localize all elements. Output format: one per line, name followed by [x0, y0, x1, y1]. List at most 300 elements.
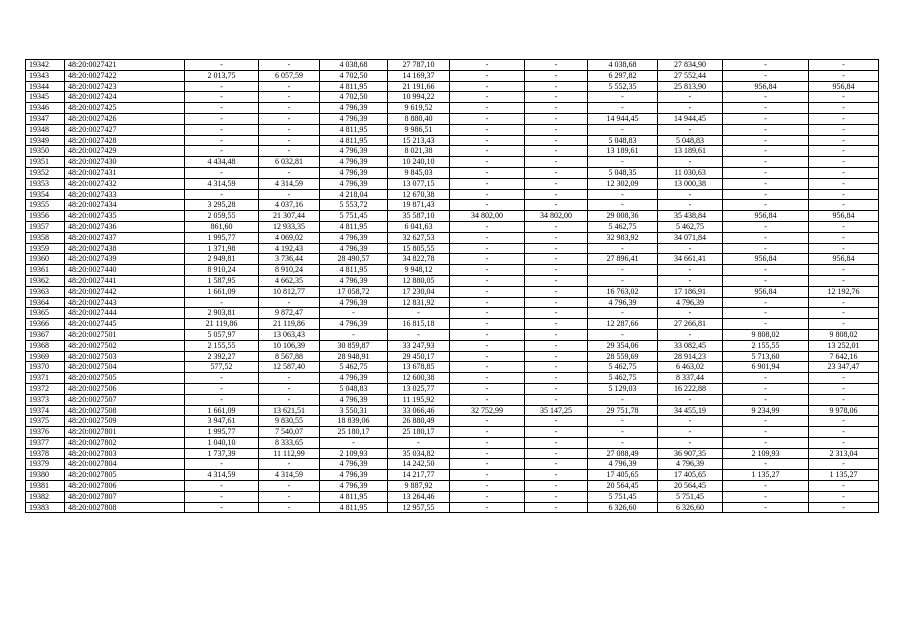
value-cell-7: -	[588, 243, 658, 254]
value-cell-3: 4 811,95	[320, 81, 388, 92]
value-cell-1: 4 434,48	[185, 157, 259, 168]
value-cell-5: -	[450, 135, 525, 146]
table-row	[26, 189, 879, 200]
value-cell-9: -	[723, 416, 809, 427]
value-cell-7: -	[588, 427, 658, 438]
value-cell-7: 16 763,02	[588, 286, 658, 297]
value-cell-1: 1 587,95	[185, 275, 259, 286]
row-number-cell: 19358	[26, 232, 65, 243]
value-cell-2: 4 037,16	[259, 200, 320, 211]
value-cell-8: 25 813,90	[658, 81, 723, 92]
value-cell-3: 4 811,95	[320, 265, 388, 276]
value-cell-5: -	[450, 308, 525, 319]
value-cell-5: -	[450, 362, 525, 373]
value-cell-8: -	[658, 265, 723, 276]
value-cell-7: 5 048,83	[588, 135, 658, 146]
value-cell-3: 4 796,39	[320, 157, 388, 168]
value-cell-3: 4 796,39	[320, 459, 388, 470]
value-cell-1: 1 661,09	[185, 405, 259, 416]
cadastral-number-cell: 48:20:0027435	[65, 211, 185, 222]
value-cell-5: -	[450, 448, 525, 459]
table-row	[26, 394, 879, 405]
cadastral-number-cell: 48:20:0027807	[65, 491, 185, 502]
value-cell-6: -	[525, 189, 588, 200]
table-row	[26, 211, 879, 222]
value-cell-5: -	[450, 178, 525, 189]
value-cell-9: -	[723, 70, 809, 81]
value-cell-9: 5 713,60	[723, 351, 809, 362]
value-cell-7: -	[588, 394, 658, 405]
value-cell-10: -	[809, 135, 879, 146]
value-cell-3: 5 751,45	[320, 211, 388, 222]
value-cell-2: -	[259, 481, 320, 492]
value-cell-5: -	[450, 232, 525, 243]
value-cell-2: 10 106,39	[259, 340, 320, 351]
value-cell-4: 26 880,49	[388, 416, 450, 427]
value-cell-10: 9 808,02	[809, 329, 879, 340]
value-cell-1: -	[185, 502, 259, 513]
table-row	[26, 437, 879, 448]
value-cell-6: -	[525, 351, 588, 362]
value-cell-1: -	[185, 383, 259, 394]
row-number-cell: 19347	[26, 113, 65, 124]
value-cell-3: 4 811,95	[320, 135, 388, 146]
value-cell-1: 1 995,77	[185, 232, 259, 243]
value-cell-9: -	[723, 157, 809, 168]
value-cell-9: -	[723, 232, 809, 243]
value-cell-4: 9 619,52	[388, 103, 450, 114]
cadastral-number-cell: 48:20:0027433	[65, 189, 185, 200]
value-cell-8: 34 455,19	[658, 405, 723, 416]
value-cell-3: 4 811,95	[320, 221, 388, 232]
value-cell-9: -	[723, 146, 809, 157]
value-cell-7: 28 559,69	[588, 351, 658, 362]
value-cell-1: -	[185, 189, 259, 200]
cadastral-number-cell: 48:20:0027427	[65, 124, 185, 135]
value-cell-4: 10 240,10	[388, 157, 450, 168]
value-cell-8: -	[658, 92, 723, 103]
value-cell-6: 35 147,25	[525, 405, 588, 416]
value-cell-3: 5 048,83	[320, 383, 388, 394]
value-cell-4: 13 678,85	[388, 362, 450, 373]
value-cell-3: 5 462,75	[320, 362, 388, 373]
value-cell-5: -	[450, 221, 525, 232]
value-cell-3: 25 180,17	[320, 427, 388, 438]
value-cell-4: 9 986,51	[388, 124, 450, 135]
value-cell-7: 32 983,92	[588, 232, 658, 243]
value-cell-3: 4 811,95	[320, 502, 388, 513]
value-cell-4: 14 169,37	[388, 70, 450, 81]
value-cell-9: 1 135,27	[723, 470, 809, 481]
value-cell-10: 12 192,76	[809, 286, 879, 297]
value-cell-6: -	[525, 178, 588, 189]
cadastral-number-cell: 48:20:0027429	[65, 146, 185, 157]
cadastral-number-cell: 48:20:0027431	[65, 167, 185, 178]
value-cell-2: -	[259, 491, 320, 502]
cadastral-number-cell: 48:20:0027505	[65, 373, 185, 384]
value-cell-6: -	[525, 81, 588, 92]
value-cell-8: -	[658, 275, 723, 286]
value-cell-7: -	[588, 157, 658, 168]
table-row	[26, 221, 879, 232]
row-number-cell: 19366	[26, 319, 65, 330]
value-cell-8: -	[658, 427, 723, 438]
value-cell-9: -	[723, 167, 809, 178]
value-cell-3: -	[320, 437, 388, 448]
value-cell-10: 9 978,06	[809, 405, 879, 416]
value-cell-4: 8 021,38	[388, 146, 450, 157]
value-cell-2: -	[259, 297, 320, 308]
value-cell-9: -	[723, 221, 809, 232]
value-cell-5: -	[450, 81, 525, 92]
value-cell-5: -	[450, 146, 525, 157]
value-cell-9: -	[723, 308, 809, 319]
value-cell-9: -	[723, 502, 809, 513]
value-cell-4: 12 600,38	[388, 373, 450, 384]
value-cell-6: -	[525, 394, 588, 405]
value-cell-4: 10 994,22	[388, 92, 450, 103]
value-cell-6: -	[525, 502, 588, 513]
value-cell-10: -	[809, 103, 879, 114]
value-cell-3: 4 796,39	[320, 113, 388, 124]
value-cell-1: -	[185, 124, 259, 135]
value-cell-3: 18 839,06	[320, 416, 388, 427]
value-cell-4: 13 264,46	[388, 491, 450, 502]
value-cell-8: 27 266,81	[658, 319, 723, 330]
value-cell-9: -	[723, 189, 809, 200]
cadastral-number-cell: 48:20:0027503	[65, 351, 185, 362]
value-cell-7: -	[588, 416, 658, 427]
value-cell-1: 8 910,24	[185, 265, 259, 276]
value-cell-7: 14 944,45	[588, 113, 658, 124]
row-number-cell: 19352	[26, 167, 65, 178]
value-cell-8: 27 552,44	[658, 70, 723, 81]
value-cell-4: 8 880,40	[388, 113, 450, 124]
table-row	[26, 157, 879, 168]
cadastral-number-cell: 48:20:0027445	[65, 319, 185, 330]
value-cell-5: -	[450, 437, 525, 448]
value-cell-6: -	[525, 286, 588, 297]
cadastral-number-cell: 48:20:0027436	[65, 221, 185, 232]
value-cell-1: -	[185, 394, 259, 405]
cadastral-number-cell: 48:20:0027504	[65, 362, 185, 373]
value-cell-6: -	[525, 103, 588, 114]
value-cell-5: -	[450, 103, 525, 114]
value-cell-6: -	[525, 470, 588, 481]
table-row	[26, 254, 879, 265]
value-cell-2: 4 314,59	[259, 470, 320, 481]
row-number-cell: 19378	[26, 448, 65, 459]
value-cell-7: 5 462,75	[588, 221, 658, 232]
value-cell-5: -	[450, 92, 525, 103]
value-cell-8: 5 751,45	[658, 491, 723, 502]
value-cell-5: -	[450, 70, 525, 81]
value-cell-8: -	[658, 124, 723, 135]
value-cell-2: -	[259, 103, 320, 114]
value-cell-7: -	[588, 329, 658, 340]
row-number-cell: 19370	[26, 362, 65, 373]
value-cell-9: -	[723, 394, 809, 405]
table-row	[26, 329, 879, 340]
row-number-cell: 19345	[26, 92, 65, 103]
row-number-cell: 19383	[26, 502, 65, 513]
value-cell-6: -	[525, 232, 588, 243]
value-cell-5: -	[450, 275, 525, 286]
value-cell-6: -	[525, 60, 588, 71]
table-row	[26, 308, 879, 319]
value-cell-9: -	[723, 373, 809, 384]
cadastral-number-cell: 48:20:0027803	[65, 448, 185, 459]
table-row	[26, 135, 879, 146]
value-cell-8: -	[658, 200, 723, 211]
value-cell-7: 5 751,45	[588, 491, 658, 502]
value-cell-2: -	[259, 60, 320, 71]
value-cell-4: 6 041,63	[388, 221, 450, 232]
table-row	[26, 232, 879, 243]
table-row	[26, 81, 879, 92]
value-cell-9: 2 155,55	[723, 340, 809, 351]
value-cell-10: -	[809, 124, 879, 135]
value-cell-9: 956,84	[723, 81, 809, 92]
data-table	[25, 59, 879, 513]
value-cell-1: 4 314,59	[185, 470, 259, 481]
value-cell-10: -	[809, 70, 879, 81]
value-cell-4: 33 066,46	[388, 405, 450, 416]
value-cell-3: 4 218,04	[320, 189, 388, 200]
value-cell-2: 11 112,99	[259, 448, 320, 459]
row-number-cell: 19382	[26, 491, 65, 502]
value-cell-1: 4 314,59	[185, 178, 259, 189]
value-cell-5: -	[450, 502, 525, 513]
value-cell-9: -	[723, 275, 809, 286]
value-cell-7: 12 302,09	[588, 178, 658, 189]
value-cell-1: 5 057,97	[185, 329, 259, 340]
value-cell-5: -	[450, 470, 525, 481]
value-cell-7: 12 287,66	[588, 319, 658, 330]
value-cell-6: -	[525, 491, 588, 502]
value-cell-4: 21 191,66	[388, 81, 450, 92]
value-cell-1: -	[185, 103, 259, 114]
value-cell-4: -	[388, 308, 450, 319]
row-number-cell: 19346	[26, 103, 65, 114]
value-cell-3: 28 948,91	[320, 351, 388, 362]
value-cell-6: -	[525, 427, 588, 438]
value-cell-3: 4 796,39	[320, 373, 388, 384]
table-row	[26, 265, 879, 276]
row-number-cell: 19349	[26, 135, 65, 146]
value-cell-9: 9 808,02	[723, 329, 809, 340]
value-cell-10: -	[809, 491, 879, 502]
value-cell-6: 34 802,00	[525, 211, 588, 222]
value-cell-6: -	[525, 297, 588, 308]
value-cell-10: -	[809, 383, 879, 394]
value-cell-1: -	[185, 113, 259, 124]
value-cell-1: -	[185, 146, 259, 157]
value-cell-6: -	[525, 92, 588, 103]
value-cell-9: -	[723, 178, 809, 189]
value-cell-3: 4 796,39	[320, 297, 388, 308]
value-cell-2: -	[259, 167, 320, 178]
value-cell-8: -	[658, 308, 723, 319]
cadastral-number-cell: 48:20:0027424	[65, 92, 185, 103]
value-cell-2: 7 540,07	[259, 427, 320, 438]
value-cell-8: 13 189,61	[658, 146, 723, 157]
table-row	[26, 319, 879, 330]
cadastral-number-cell: 48:20:0027808	[65, 502, 185, 513]
value-cell-4: 9 845,03	[388, 167, 450, 178]
row-number-cell: 19371	[26, 373, 65, 384]
row-number-cell: 19367	[26, 329, 65, 340]
value-cell-3: 4 796,39	[320, 470, 388, 481]
value-cell-6: -	[525, 448, 588, 459]
value-cell-10: -	[809, 167, 879, 178]
value-cell-10: 956,84	[809, 211, 879, 222]
cadastral-number-cell: 48:20:0027437	[65, 232, 185, 243]
value-cell-3: 4 796,39	[320, 232, 388, 243]
row-number-cell: 19353	[26, 178, 65, 189]
value-cell-2: 3 736,44	[259, 254, 320, 265]
value-cell-4: 15 213,43	[388, 135, 450, 146]
value-cell-10: -	[809, 481, 879, 492]
value-cell-6: -	[525, 319, 588, 330]
cadastral-number-cell: 48:20:0027501	[65, 329, 185, 340]
row-number-cell: 19342	[26, 60, 65, 71]
value-cell-8: 17 405,65	[658, 470, 723, 481]
value-cell-3: 4 038,68	[320, 60, 388, 71]
value-cell-5: -	[450, 373, 525, 384]
value-cell-2: -	[259, 394, 320, 405]
value-cell-7: 5 552,35	[588, 81, 658, 92]
row-number-cell: 19343	[26, 70, 65, 81]
cadastral-number-cell: 48:20:0027430	[65, 157, 185, 168]
value-cell-10: -	[809, 200, 879, 211]
value-cell-6: -	[525, 200, 588, 211]
value-cell-8: -	[658, 394, 723, 405]
value-cell-8: 13 000,38	[658, 178, 723, 189]
value-cell-1: 3 295,28	[185, 200, 259, 211]
value-cell-6: -	[525, 70, 588, 81]
value-cell-8: -	[658, 157, 723, 168]
value-cell-2: -	[259, 81, 320, 92]
value-cell-5: -	[450, 351, 525, 362]
value-cell-10: -	[809, 502, 879, 513]
value-cell-3: 4 702,50	[320, 70, 388, 81]
table-row	[26, 351, 879, 362]
value-cell-4: 12 880,05	[388, 275, 450, 286]
value-cell-1: -	[185, 459, 259, 470]
table-row	[26, 146, 879, 157]
row-number-cell: 19381	[26, 481, 65, 492]
value-cell-6: -	[525, 243, 588, 254]
value-cell-3: 30 859,87	[320, 340, 388, 351]
value-cell-5: -	[450, 481, 525, 492]
table-row	[26, 427, 879, 438]
value-cell-9: -	[723, 92, 809, 103]
value-cell-5: -	[450, 286, 525, 297]
value-cell-4: 9 948,12	[388, 265, 450, 276]
row-number-cell: 19362	[26, 275, 65, 286]
cadastral-number-cell: 48:20:0027440	[65, 265, 185, 276]
value-cell-8: 8 337,44	[658, 373, 723, 384]
value-cell-4: 15 805,55	[388, 243, 450, 254]
value-cell-8: 4 796,39	[658, 297, 723, 308]
value-cell-3: 2 109,93	[320, 448, 388, 459]
table-row	[26, 362, 879, 373]
value-cell-7: 29 354,06	[588, 340, 658, 351]
value-cell-5: -	[450, 340, 525, 351]
value-cell-3: 4 796,39	[320, 394, 388, 405]
row-number-cell: 19380	[26, 470, 65, 481]
row-number-cell: 19368	[26, 340, 65, 351]
value-cell-9: -	[723, 243, 809, 254]
value-cell-2: 6 032,81	[259, 157, 320, 168]
value-cell-3: 28 490,57	[320, 254, 388, 265]
value-cell-4: 27 787,10	[388, 60, 450, 71]
value-cell-7: 13 189,61	[588, 146, 658, 157]
table-row	[26, 275, 879, 286]
value-cell-5: -	[450, 167, 525, 178]
value-cell-5: 34 802,00	[450, 211, 525, 222]
value-cell-10: 7 642,16	[809, 351, 879, 362]
value-cell-9: -	[723, 297, 809, 308]
row-number-cell: 19375	[26, 416, 65, 427]
value-cell-10: -	[809, 416, 879, 427]
value-cell-10: -	[809, 265, 879, 276]
cadastral-number-cell: 48:20:0027442	[65, 286, 185, 297]
value-cell-7: 5 048,35	[588, 167, 658, 178]
table-body	[26, 60, 879, 513]
row-number-cell: 19360	[26, 254, 65, 265]
value-cell-6: -	[525, 340, 588, 351]
value-cell-4: 29 450,17	[388, 351, 450, 362]
value-cell-4: 14 242,50	[388, 459, 450, 470]
value-cell-3: 4 796,39	[320, 243, 388, 254]
cadastral-number-cell: 48:20:0027801	[65, 427, 185, 438]
value-cell-2: 8 910,24	[259, 265, 320, 276]
row-number-cell: 19356	[26, 211, 65, 222]
value-cell-1: 3 947,61	[185, 416, 259, 427]
value-cell-8: -	[658, 189, 723, 200]
value-cell-9: 956,84	[723, 254, 809, 265]
table-row	[26, 502, 879, 513]
value-cell-2: -	[259, 459, 320, 470]
value-cell-10: -	[809, 275, 879, 286]
value-cell-7: 20 564,45	[588, 481, 658, 492]
table-row	[26, 373, 879, 384]
value-cell-10: -	[809, 319, 879, 330]
value-cell-10: -	[809, 437, 879, 448]
value-cell-6: -	[525, 265, 588, 276]
value-cell-5: -	[450, 60, 525, 71]
value-cell-8: 36 907,35	[658, 448, 723, 459]
value-cell-8: 5 462,75	[658, 221, 723, 232]
row-number-cell: 19348	[26, 124, 65, 135]
value-cell-10: -	[809, 394, 879, 405]
value-cell-2: 13 621,51	[259, 405, 320, 416]
value-cell-7: -	[588, 103, 658, 114]
value-cell-9: -	[723, 103, 809, 114]
value-cell-4: 11 195,92	[388, 394, 450, 405]
value-cell-8: 35 438,84	[658, 211, 723, 222]
cadastral-number-cell: 48:20:0027428	[65, 135, 185, 146]
value-cell-9: -	[723, 265, 809, 276]
table-row	[26, 60, 879, 71]
value-cell-4: 35 034,82	[388, 448, 450, 459]
table-row	[26, 70, 879, 81]
row-number-cell: 19359	[26, 243, 65, 254]
value-cell-10: 23 347,47	[809, 362, 879, 373]
value-cell-9: -	[723, 437, 809, 448]
